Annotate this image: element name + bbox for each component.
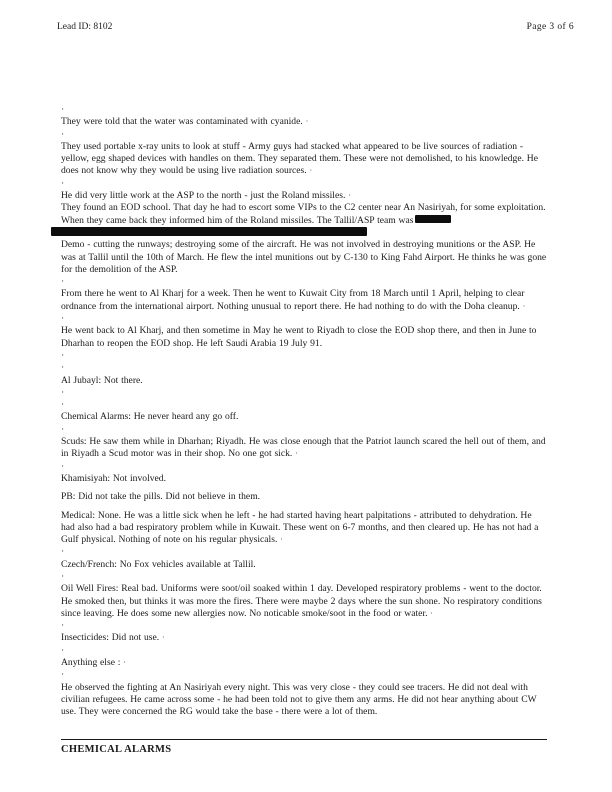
paragraph-text: Demo - cutting the runways; destroying some of the aircraft. He was not involved in destroying munitions or the ASP. He was at Tallil until the 10th of March. He flew the intel munitions out by C-130 to King Fahd Airport. He thinks he was gone for the demolition of the ASP. [61,239,547,275]
line-tick-mark [61,424,547,436]
footer-section-title: CHEMICAL ALARMS [61,744,172,755]
end-mark: · [123,658,126,668]
line-tick-mark [61,129,547,141]
paragraph-text: From there he went to Al Kharj for a week. Then he went to Kuwait City from 18 March until 1 April, helping to clear ordnance from the international airport. Nothing unusual to report there. He had nothing to do with the Doha cleanup. [61,288,525,312]
paragraph-text: They used portable x-ray units to look at stuff - Army guys had stacked what appeared to be live sources of radiation - yellow, egg shaped devices with handles on them. They separated them. These were not demolished, to his knowledge. He does not know why they would be using live radiation sources. [61,140,538,177]
paragraph-insecticides [61,632,547,644]
paragraph-al-kharj-kuwait [61,288,547,313]
paragraph-text: He observed the fighting at An Nasiriyah every night. This was very close - they could see tracers. He did not deal with civilian refugees. He came across some - he had been told not to give them any arms. He did not hear anything about CW use. They were concerned the RG would take the base - there were a lot of them. [61,681,537,718]
end-mark: · [280,535,283,545]
line-tick-mark [61,276,547,288]
end-mark: · [430,608,433,618]
line-tick-mark [61,104,547,116]
paragraph-text: Anything else : [61,657,121,669]
line-tick-mark [61,546,547,558]
line-tick-mark [61,571,547,583]
paragraph-chemical-alarms [61,411,547,423]
paragraph-text: They were told that the water was contaminated with cyanide. [61,116,303,128]
paragraph-text: He did very little work at the ASP to the north - just the Roland missiles. [61,190,346,202]
line-tick-mark [61,362,547,374]
paragraph-asp-north [61,190,547,202]
paragraph-water-cyanide [61,116,547,128]
redaction-block [51,227,367,236]
paragraph-text: Insecticides: Did not use. [61,632,160,644]
paragraph-anything-else [61,657,547,669]
footer-divider [61,739,547,740]
line-tick-mark [61,350,547,362]
end-mark: · [309,166,313,176]
line-tick-mark [61,645,547,657]
line-tick-mark [61,387,547,399]
paragraph-demo-runways [61,239,547,276]
paragraph-xray-units [61,141,547,178]
paragraph-al-jubayl [61,375,547,387]
paragraph-eod-school [61,202,547,227]
paragraph-khamisiyah [61,473,547,485]
paragraph-an-nasiriyah-fighting [61,682,547,719]
paragraph-scuds [61,436,547,461]
paragraph-pb-pills [61,491,547,503]
paragraph-text: Khamisiyah: Not involved. [61,472,166,484]
paragraph-text: Scuds: He saw them while in Dharhan; Riyadh. He was close enough that the Patriot launch scared the hell out of them, and in Riyadh a Scud motor was in their shop. No one got sick. [61,436,546,460]
page-number-label: Page 3 of 6 [526,22,574,32]
redaction-line [61,227,547,239]
paragraph-text: They found an EOD school. That day he had to escort some VIPs to the C2 center near An Nasiriyah, for some exploitation. When they came back they informed him of the Roland missiles. The Tallil/ASP team was [61,202,546,226]
page-header [0,22,612,38]
line-tick-mark [61,178,547,190]
paragraph-text: Medical: None. He was a little sick when he left - he had started having heart palpitations - attributed to dehydration. He had also had a bad respiratory problem while in Kuwait. These went on 6-7 months, and then cleared up. He has not had a Gulf physical. Nothing of note on his regular physicals. [61,509,539,546]
line-tick-mark [61,620,547,632]
paragraph-text: Al Jubayl: Not there. [61,374,143,386]
end-mark: · [295,449,298,459]
paragraph-czech-french [61,559,547,571]
paragraph-medical [61,510,547,547]
line-tick-mark [61,313,547,325]
line-tick-mark [61,399,547,411]
end-mark: · [522,301,526,311]
paragraph-text: Oil Well Fires: Real bad. Uniforms were soot/oil soaked within 1 day. Developed respiratory problems - went to the doctor. He smoked then, but thinks it was more the fires. There were maybe 2 days where the sun shone. No respiratory conditions since leaving. He does some new allergies now. No noticable smoke/soot in the food or water. [61,583,542,619]
paragraph-riyadh-dharhan [61,325,547,350]
paragraph-text: Chemical Alarms: He never heard any go off. [61,411,239,423]
document-body [61,104,547,719]
paragraph-text: He went back to Al Kharj, and then sometime in May he went to Riyadh to close the EOD shop there, and then in June to Dharhan to reopen the EOD shop. He left Saudi Arabia 19 July 91. [61,325,537,349]
paragraph-text: Czech/French: No Fox vehicles available at Tallil. [61,558,256,570]
end-mark: · [305,117,309,127]
line-tick-mark [61,669,547,681]
line-tick-mark [61,461,547,473]
paragraph-oil-well-fires [61,583,547,620]
end-mark: · [162,633,165,643]
page-footer [61,739,547,755]
redaction-block [415,215,451,223]
end-mark: · [348,191,351,201]
paragraph-text: PB: Did not take the pills. Did not believe in them. [61,491,261,503]
lead-id-label: Lead ID: 8102 [57,22,113,32]
